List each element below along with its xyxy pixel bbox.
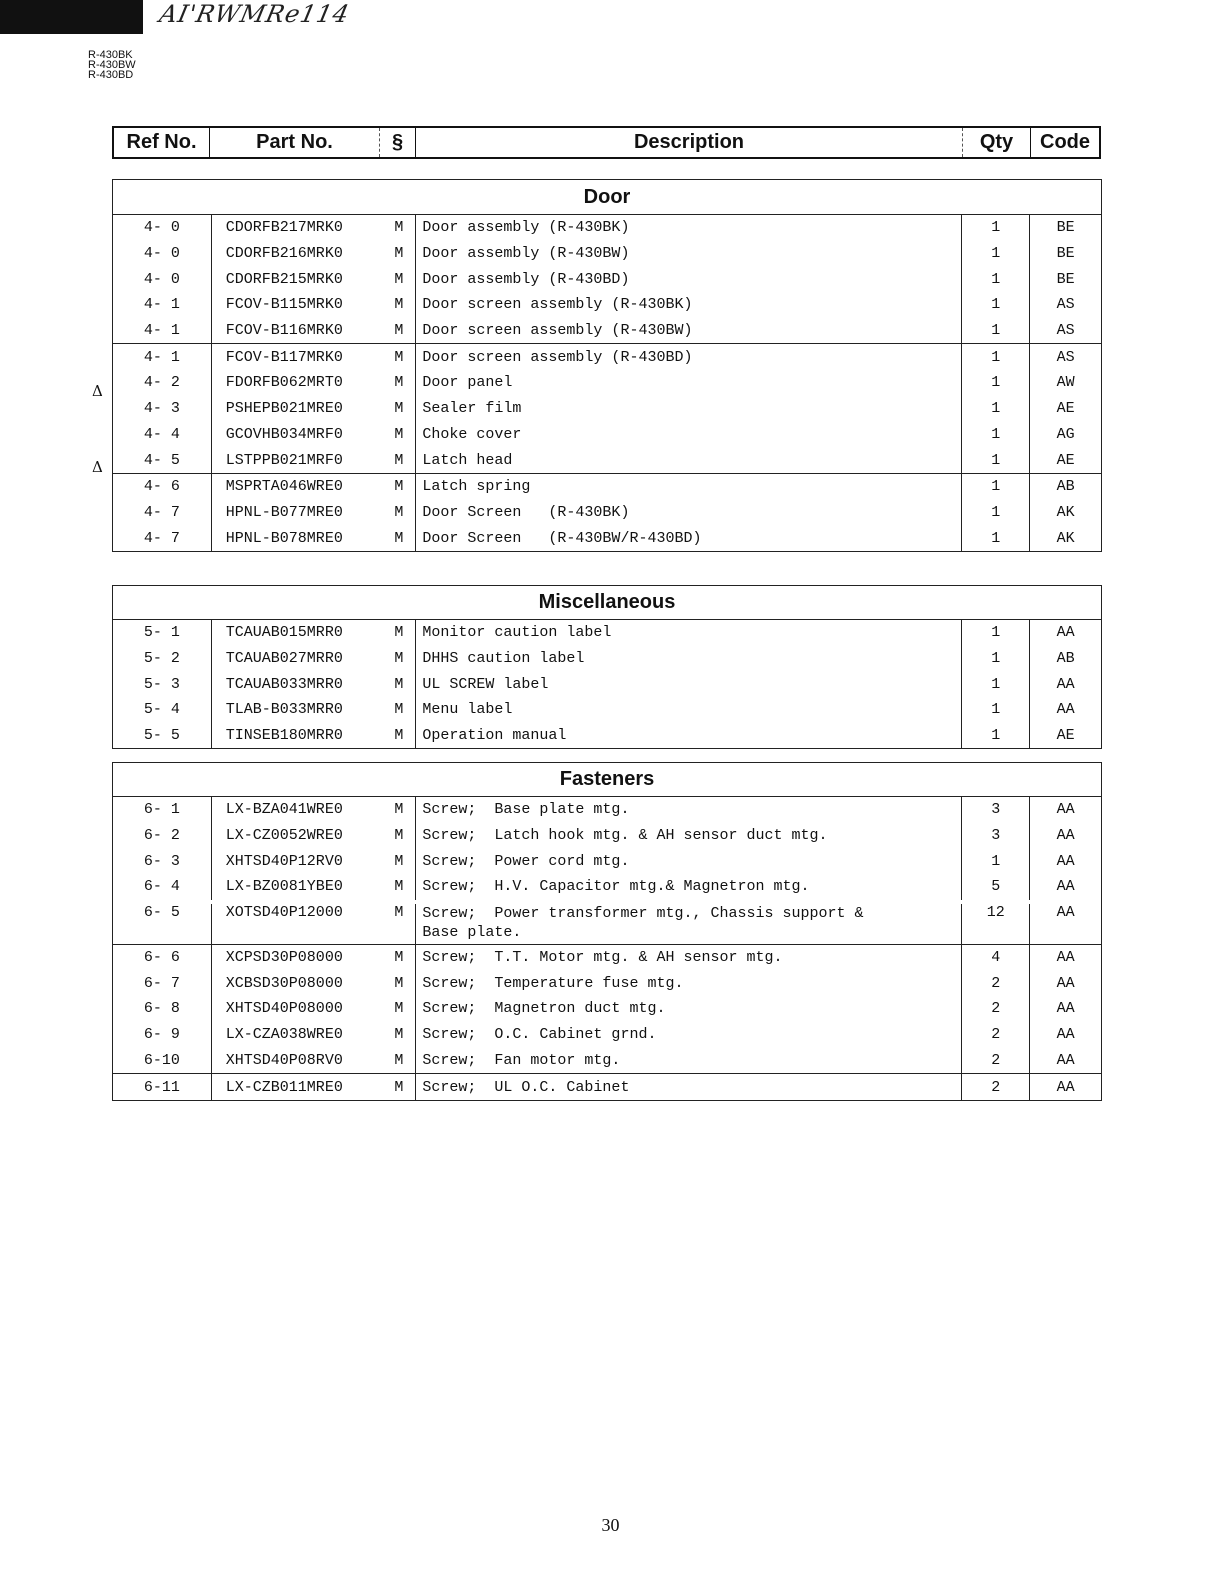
qty-cell: 1	[961, 646, 1029, 672]
ref-no-cell: 4- 6	[143, 478, 180, 496]
qty-cell: 1	[961, 215, 1029, 241]
ref-no-cell: 6- 7	[143, 974, 180, 992]
table-row	[113, 944, 1101, 971]
header-part-no: Part No.	[210, 128, 380, 157]
code-cell: AA	[1029, 697, 1101, 723]
table-row	[113, 215, 1101, 241]
description-cell: Screw; Latch hook mtg. & AH sensor duct mtg.	[422, 827, 828, 845]
part-no-cell: XHTSD40P12RV0	[211, 848, 383, 874]
section-mark-cell: M	[382, 525, 416, 551]
description-cell: Screw; Power cord mtg.	[422, 852, 630, 870]
qty-cell: 12	[961, 904, 1029, 944]
part-no-cell: GCOVHB034MRF0	[211, 422, 383, 448]
part-no-cell: LX-BZA041WRE0	[211, 797, 383, 823]
description-cell: Latch spring	[422, 478, 531, 496]
code-cell: AK	[1029, 525, 1101, 551]
code-cell: AA	[1029, 996, 1101, 1022]
section-mark-cell: M	[382, 723, 416, 749]
ref-no-cell: 5- 4	[143, 701, 180, 719]
part-no-cell: FCOV-B115MRK0	[211, 292, 383, 318]
handwritten-note: AI'RWMRe114	[157, 0, 353, 28]
description-cell: Door screen assembly (R-430BW)	[422, 322, 693, 340]
ref-no-cell: 6-11	[143, 1078, 180, 1096]
description-cell: Door panel	[422, 374, 513, 392]
description-cell: UL SCREW label	[422, 675, 549, 693]
part-no-cell: LX-CZA038WRE0	[211, 1022, 383, 1048]
description-cell: Door screen assembly (R-430BK)	[422, 296, 693, 314]
code-cell: AE	[1029, 723, 1101, 749]
code-cell: AA	[1029, 970, 1101, 996]
table-row	[113, 900, 1101, 944]
description-cell: Screw; Fan motor mtg.	[422, 1051, 621, 1069]
part-no-cell: FDORFB062MRT0	[211, 370, 383, 396]
qty-cell: 1	[961, 723, 1029, 749]
table-row	[113, 823, 1101, 849]
part-no-cell: TCAUAB015MRR0	[211, 620, 383, 646]
section-mark-cell: M	[382, 370, 416, 396]
ref-no-cell: 5- 5	[143, 727, 180, 745]
ref-no-cell: 5- 1	[143, 624, 180, 642]
description-cell: Door assembly (R-430BD)	[422, 270, 630, 288]
qty-cell: 2	[961, 1048, 1029, 1074]
section-title: Door	[113, 180, 1101, 215]
part-no-cell: FCOV-B116MRK0	[211, 318, 383, 344]
part-no-cell: TINSEB180MRR0	[211, 723, 383, 749]
code-cell: AS	[1029, 292, 1101, 318]
qty-cell: 1	[961, 344, 1029, 370]
table-row	[113, 292, 1101, 318]
code-cell: AB	[1029, 646, 1101, 672]
table-row	[113, 671, 1101, 697]
table-row	[113, 473, 1101, 500]
ref-no-cell: 6- 3	[143, 852, 180, 870]
model-item: R-430BD	[88, 69, 134, 81]
ref-no-cell: 5- 3	[143, 675, 180, 693]
description-cell: Screw; T.T. Motor mtg. & AH sensor mtg.	[422, 949, 783, 967]
section-mark-cell: M	[382, 620, 416, 646]
qty-cell: 1	[961, 396, 1029, 422]
code-cell: AA	[1029, 904, 1101, 944]
section-mark-cell: M	[382, 671, 416, 697]
code-cell: AS	[1029, 344, 1101, 370]
ref-no-cell: 6- 1	[143, 801, 180, 819]
description-cell: Screw; Power transformer mtg., Chassis support & Base plate.	[422, 904, 864, 941]
ref-no-cell: 4- 1	[143, 348, 180, 366]
code-cell: AA	[1029, 1048, 1101, 1074]
part-no-cell: TLAB-B033MRR0	[211, 697, 383, 723]
section-mark-cell: M	[382, 823, 416, 849]
section-title: Miscellaneous	[113, 586, 1101, 620]
table-row	[113, 797, 1101, 823]
part-no-cell: LSTPPB021MRF0	[211, 447, 383, 473]
code-cell: AA	[1029, 797, 1101, 823]
table-row	[113, 396, 1101, 422]
ref-no-cell: 5- 2	[143, 650, 180, 668]
table-row	[113, 318, 1101, 344]
part-no-cell: FCOV-B117MRK0	[211, 344, 383, 370]
section-mark-cell: M	[382, 697, 416, 723]
code-cell: BE	[1029, 241, 1101, 267]
qty-cell: 1	[961, 318, 1029, 344]
model-item: R-430BW	[88, 59, 136, 71]
part-no-cell: CDORFB216MRK0	[211, 241, 383, 267]
qty-cell: 1	[961, 474, 1029, 500]
code-cell: AK	[1029, 500, 1101, 526]
qty-cell: 2	[961, 1022, 1029, 1048]
part-no-cell: CDORFB215MRK0	[211, 266, 383, 292]
section-mark-cell: M	[382, 318, 416, 344]
section-mark-cell: M	[382, 292, 416, 318]
description-cell: Choke cover	[422, 425, 522, 443]
header-description: Description	[633, 131, 745, 153]
table-row	[113, 848, 1101, 874]
ref-no-cell: 4- 7	[143, 503, 180, 521]
ref-no-cell: 6- 2	[143, 827, 180, 845]
code-cell: AA	[1029, 671, 1101, 697]
code-cell: AA	[1029, 823, 1101, 849]
table-row	[113, 370, 1101, 396]
description-cell: Screw; O.C. Cabinet grnd.	[422, 1026, 657, 1044]
section-miscellaneous	[112, 585, 1102, 749]
description-cell: Operation manual	[422, 727, 567, 745]
ref-no-cell: 4- 5	[143, 451, 180, 469]
description-cell: Monitor caution label	[422, 624, 612, 642]
table-row	[113, 646, 1101, 672]
section-mark-cell: M	[382, 1074, 416, 1100]
part-no-cell: XHTSD40P08RV0	[211, 1048, 383, 1074]
description-cell: Screw; UL O.C. Cabinet	[422, 1078, 630, 1096]
qty-cell: 1	[961, 500, 1029, 526]
description-cell: Screw; H.V. Capacitor mtg.& Magnetron mtg.	[422, 878, 810, 896]
code-cell: AA	[1029, 874, 1101, 900]
section-mark-cell: M	[382, 396, 416, 422]
description-cell: Screw; Temperature fuse mtg.	[422, 974, 684, 992]
section-mark-cell: M	[382, 848, 416, 874]
description-cell: Menu label	[422, 701, 513, 719]
description-cell: Latch head	[422, 451, 513, 469]
code-cell: AE	[1029, 396, 1101, 422]
section-mark-cell: M	[382, 422, 416, 448]
section-mark-cell: M	[382, 500, 416, 526]
qty-cell: 2	[961, 996, 1029, 1022]
model-item: R-430BK	[88, 49, 133, 61]
section-mark-cell: M	[382, 970, 416, 996]
delta-mark: Δ	[92, 382, 103, 400]
table-row	[113, 970, 1101, 996]
table-row	[113, 343, 1101, 370]
part-no-cell: XOTSD40P12000	[211, 904, 383, 944]
qty-cell: 3	[961, 797, 1029, 823]
ref-no-cell: 4- 0	[143, 270, 180, 288]
section-mark-cell: M	[382, 266, 416, 292]
ref-no-cell: 4- 1	[143, 322, 180, 340]
qty-cell: 1	[961, 292, 1029, 318]
qty-cell: 1	[961, 620, 1029, 646]
qty-cell: 1	[961, 671, 1029, 697]
description-cell: Screw; Magnetron duct mtg.	[422, 1000, 666, 1018]
part-no-cell: XHTSD40P08000	[211, 996, 383, 1022]
ref-no-cell: 6- 4	[143, 878, 180, 896]
qty-cell: 1	[961, 697, 1029, 723]
section-door	[112, 179, 1102, 552]
part-no-cell: LX-CZB011MRE0	[211, 1074, 383, 1100]
code-cell: AA	[1029, 1074, 1101, 1100]
ref-no-cell: 6- 6	[143, 949, 180, 967]
ref-no-cell: 4- 7	[143, 529, 180, 547]
description-cell: Door assembly (R-430BW)	[422, 245, 630, 263]
ref-no-cell: 6-10	[143, 1051, 180, 1069]
table-row	[113, 241, 1101, 267]
header-ref-no: Ref No.	[114, 128, 210, 157]
section-mark-cell: M	[382, 1048, 416, 1074]
code-cell: BE	[1029, 215, 1101, 241]
section-mark-cell: M	[382, 904, 416, 944]
description-cell: Door assembly (R-430BK)	[422, 219, 630, 237]
table-row	[113, 500, 1101, 526]
section-fasteners	[112, 762, 1102, 1101]
table-row	[113, 996, 1101, 1022]
qty-cell: 1	[961, 370, 1029, 396]
qty-cell: 2	[961, 970, 1029, 996]
code-cell: AA	[1029, 848, 1101, 874]
section-mark-cell: M	[382, 945, 416, 971]
table-row	[113, 1048, 1101, 1074]
table-row	[113, 1073, 1101, 1100]
ref-no-cell: 4- 0	[143, 245, 180, 263]
header-section-mark: §	[380, 128, 416, 157]
section-mark-cell: M	[382, 344, 416, 370]
table-row	[113, 874, 1101, 900]
table-row	[113, 723, 1101, 749]
header-qty: Qty	[962, 128, 1030, 157]
description-cell: Sealer film	[422, 400, 522, 418]
part-no-cell: CDORFB217MRK0	[211, 215, 383, 241]
section-mark-cell: M	[382, 215, 416, 241]
table-row	[113, 422, 1101, 448]
part-no-cell: LX-CZ0052WRE0	[211, 823, 383, 849]
table-row	[113, 697, 1101, 723]
code-cell: AA	[1029, 620, 1101, 646]
section-mark-cell: M	[382, 797, 416, 823]
qty-cell: 3	[961, 823, 1029, 849]
part-no-cell: HPNL-B078MRE0	[211, 525, 383, 551]
qty-cell: 2	[961, 1074, 1029, 1100]
description-cell: DHHS caution label	[422, 650, 585, 668]
part-no-cell: LX-BZ0081YBE0	[211, 874, 383, 900]
table-row	[113, 620, 1101, 646]
section-mark-cell: M	[382, 874, 416, 900]
table-row	[113, 1022, 1101, 1048]
part-no-cell: XCBSD30P08000	[211, 970, 383, 996]
description-cell: Screw; Base plate mtg.	[422, 801, 630, 819]
section-mark-cell: M	[382, 474, 416, 500]
part-no-cell: XCPSD30P08000	[211, 945, 383, 971]
section-mark-cell: M	[382, 646, 416, 672]
code-cell: AA	[1029, 945, 1101, 971]
section-title: Fasteners	[113, 763, 1101, 797]
page-number: 30	[601, 1515, 620, 1535]
ref-no-cell: 4- 0	[143, 219, 180, 237]
qty-cell: 5	[961, 874, 1029, 900]
ref-no-cell: 6- 5	[143, 903, 180, 921]
qty-cell: 1	[961, 266, 1029, 292]
qty-cell: 1	[961, 525, 1029, 551]
table-row	[113, 447, 1101, 473]
ref-no-cell: 4- 3	[143, 400, 180, 418]
code-cell: AB	[1029, 474, 1101, 500]
model-list	[88, 50, 136, 80]
part-no-cell: HPNL-B077MRE0	[211, 500, 383, 526]
qty-cell: 1	[961, 848, 1029, 874]
part-no-cell: PSHEPB021MRE0	[211, 396, 383, 422]
section-mark-cell: M	[382, 996, 416, 1022]
corner-black-bar	[0, 0, 143, 34]
header-code: Code	[1030, 128, 1099, 157]
ref-no-cell: 6- 8	[143, 1000, 180, 1018]
part-no-cell: TCAUAB027MRR0	[211, 646, 383, 672]
table-row	[113, 266, 1101, 292]
delta-mark: Δ	[92, 458, 103, 476]
ref-no-cell: 4- 4	[143, 425, 180, 443]
qty-cell: 1	[961, 422, 1029, 448]
ref-no-cell: 6- 9	[143, 1026, 180, 1044]
qty-cell: 1	[961, 447, 1029, 473]
ref-no-cell: 4- 2	[143, 374, 180, 392]
section-mark-cell: M	[382, 447, 416, 473]
part-no-cell: MSPRTA046WRE0	[211, 474, 383, 500]
qty-cell: 1	[961, 241, 1029, 267]
description-cell: Door Screen (R-430BW/R-430BD)	[422, 529, 702, 547]
description-cell: Door Screen (R-430BK)	[422, 503, 630, 521]
code-cell: BE	[1029, 266, 1101, 292]
code-cell: AE	[1029, 447, 1101, 473]
section-mark-cell: M	[382, 241, 416, 267]
section-mark-cell: M	[382, 1022, 416, 1048]
ref-no-cell: 4- 1	[143, 296, 180, 314]
qty-cell: 4	[961, 945, 1029, 971]
code-cell: AW	[1029, 370, 1101, 396]
part-no-cell: TCAUAB033MRR0	[211, 671, 383, 697]
code-cell: AS	[1029, 318, 1101, 344]
table-row	[113, 525, 1101, 551]
description-cell: Door screen assembly (R-430BD)	[422, 348, 693, 366]
code-cell: AA	[1029, 1022, 1101, 1048]
code-cell: AG	[1029, 422, 1101, 448]
column-header-row	[112, 126, 1101, 159]
